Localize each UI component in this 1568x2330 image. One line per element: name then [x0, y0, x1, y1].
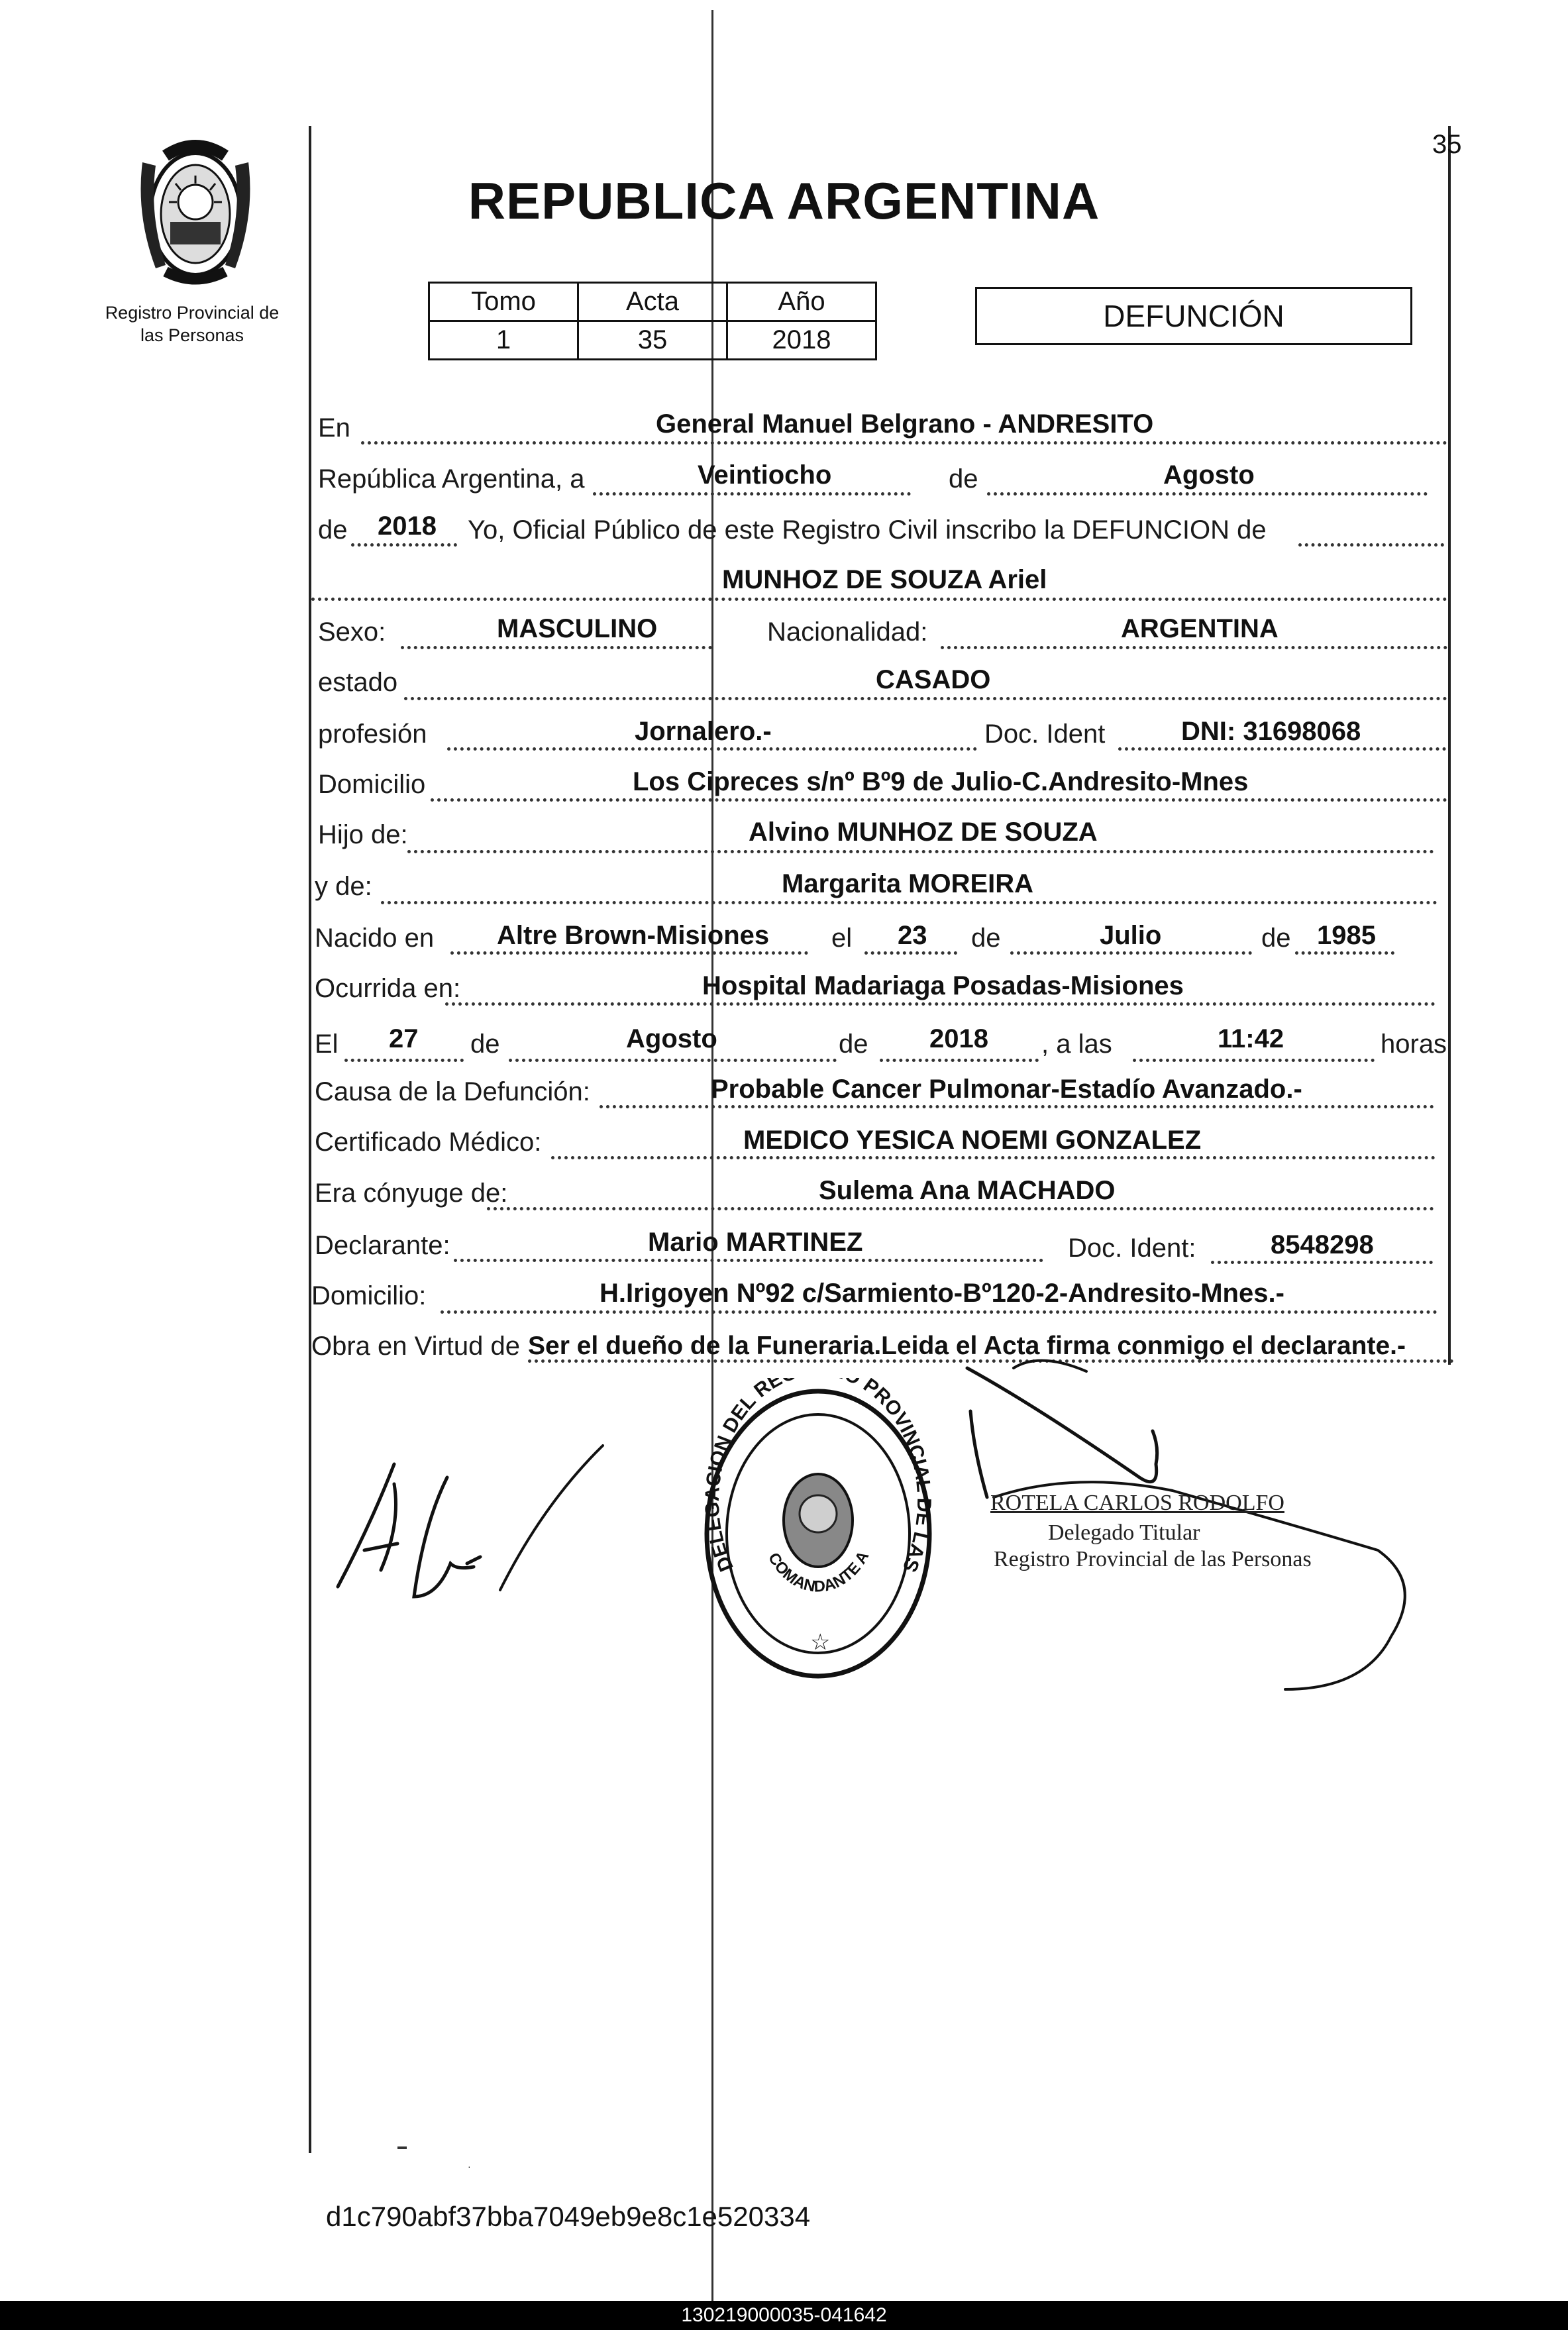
el2-label: El — [315, 1030, 339, 1059]
handwritten-signature-icon — [325, 1444, 636, 1623]
death-month-value: Agosto — [626, 1024, 717, 1053]
domicilio2-label: Domicilio: — [311, 1281, 427, 1310]
de-label-4: de — [1261, 924, 1291, 953]
official-signature — [954, 1332, 1431, 1703]
year-value: 2018 — [378, 511, 437, 541]
birth-year-value: 1985 — [1317, 921, 1376, 950]
acta-header: Acta — [578, 283, 727, 321]
tomo-value: 1 — [429, 321, 578, 360]
death-year-value: 2018 — [929, 1024, 988, 1053]
registry-line-1: Registro Provincial de — [105, 303, 280, 323]
conyuge-value: Sulema Ana MACHADO — [819, 1176, 1116, 1205]
mother-value: Margarita MOREIRA — [782, 869, 1034, 898]
hijo-dots — [407, 850, 1434, 853]
name-dots — [311, 598, 1447, 601]
conyuge-label: Era cónyuge de: — [315, 1179, 508, 1208]
certificado-label: Certificado Médico: — [315, 1128, 542, 1157]
month-dots — [987, 492, 1428, 496]
profesion-dots — [447, 747, 977, 751]
sexo-dots — [401, 646, 712, 649]
seal-inner-text: COMANDANTE A — [764, 1548, 873, 1596]
registry-line-2: las Personas — [140, 325, 244, 345]
registry-name — [86, 301, 298, 346]
nacido-place-dots — [450, 951, 808, 955]
doc-ident-label: Doc. Ident — [984, 719, 1106, 749]
doc-ident2-value: 8548298 — [1271, 1230, 1374, 1259]
republica-label: República Argentina, a — [318, 464, 585, 494]
nacido-place-value: Altre Brown-Misiones — [497, 921, 770, 950]
sexo-value: MASCULINO — [497, 614, 658, 643]
domicilio-value: Los Cipreces s/nº Bº9 de Julio-C.Andresito-Mnes — [633, 767, 1249, 796]
scan-mark — [397, 2146, 407, 2149]
death-time-dots — [1133, 1059, 1375, 1062]
el-label: el — [831, 924, 853, 953]
profesion-label: profesión — [318, 719, 427, 749]
horas-label: horas — [1381, 1030, 1447, 1059]
doc-ident2-dots — [1211, 1261, 1433, 1264]
seal-outer-text: DELEGACION DEL RE PROVINCIAL DE LAS — [701, 1378, 935, 1575]
birth-day-dots — [864, 951, 957, 955]
official-signature-stroke-icon — [954, 1332, 1431, 1703]
official-org: Registro Provincial de las Personas — [994, 1547, 1312, 1571]
causa-label: Causa de la Defunción: — [315, 1077, 590, 1106]
doc-ident-value: DNI: 31698068 — [1181, 717, 1361, 746]
nacionalidad-value: ARGENTINA — [1121, 614, 1279, 643]
document-hash: d1c790abf37bba7049eb9e8c1e520334 — [326, 2201, 811, 2232]
en-dots — [361, 441, 1447, 445]
en-value: General Manuel Belgrano - ANDRESITO — [656, 409, 1154, 439]
domicilio2-dots — [441, 1310, 1437, 1314]
scan-mark-2: · — [468, 2161, 471, 2172]
nacionalidad-label: Nacionalidad: — [767, 617, 928, 647]
domicilio2-value: H.Irigoyen Nº92 c/Sarmiento-Bº120-2-Andresito-Mnes.- — [600, 1279, 1284, 1308]
estado-dots — [404, 697, 1447, 700]
acta-value: 35 — [578, 321, 727, 360]
year-dots — [351, 543, 457, 547]
death-day-dots — [344, 1059, 464, 1062]
birth-month-dots — [1010, 951, 1252, 955]
alas-label: , a las — [1041, 1030, 1112, 1059]
deceased-name: MUNHOZ DE SOUZA Ariel — [722, 565, 1047, 594]
month-value: Agosto — [1163, 460, 1255, 490]
svg-text:☆: ☆ — [810, 1630, 831, 1655]
en-label: En — [318, 413, 350, 443]
certificado-value: MEDICO YESICA NOEMI GONZALEZ — [743, 1126, 1202, 1155]
birth-day-value: 23 — [898, 921, 927, 950]
death-month-dots — [509, 1059, 837, 1062]
registry-seal-icon — [692, 1378, 944, 1689]
causa-dots — [600, 1105, 1434, 1108]
domicilio-dots — [431, 798, 1447, 802]
obra-label: Obra en Virtud de — [311, 1332, 521, 1361]
official-seal — [692, 1378, 944, 1689]
de-label-5: de — [470, 1030, 500, 1059]
day-dots — [593, 492, 911, 496]
father-value: Alvino MUNHOZ DE SOUZA — [749, 818, 1098, 847]
conyuge-dots — [487, 1207, 1434, 1210]
yo-statement: Yo, Oficial Público de este Registro Civil inscribo la DEFUNCION de — [468, 515, 1267, 545]
profesion-value: Jornalero.- — [635, 717, 772, 746]
hijo-label: Hijo de: — [318, 820, 408, 849]
obra-value: Ser el dueño de la Funeraria.Leida el Acta firma conmigo el declarante.- — [528, 1332, 1406, 1360]
certificado-dots — [551, 1156, 1436, 1159]
declarant-signature — [325, 1444, 636, 1623]
yde-dots — [381, 901, 1437, 904]
birth-month-value: Julio — [1100, 921, 1162, 950]
yde-label: y de: — [315, 872, 372, 901]
official-name: ROTELA CARLOS RODOLFO — [990, 1491, 1284, 1515]
doc-ident2-label: Doc. Ident: — [1068, 1234, 1196, 1263]
death-time-value: 11:42 — [1218, 1024, 1284, 1053]
declarante-label: Declarante: — [315, 1231, 450, 1260]
death-year-dots — [880, 1059, 1039, 1062]
de-label-3: de — [971, 924, 1001, 953]
birth-year-dots — [1295, 951, 1394, 955]
de-label-6: de — [839, 1030, 868, 1059]
yo-dots — [1298, 543, 1444, 547]
right-frame-line — [1448, 126, 1451, 1365]
declarante-dots — [454, 1259, 1043, 1262]
ocurrida-label: Ocurrida en: — [315, 974, 461, 1003]
page-number: 35 — [1432, 130, 1462, 159]
page-title: REPUBLICA ARGENTINA — [468, 172, 1100, 230]
death-day-value: 27 — [389, 1024, 419, 1053]
ocurrida-value: Hospital Madariaga Posadas-Misiones — [702, 971, 1184, 1000]
de-label-1: de — [949, 464, 978, 494]
official-role: Delegado Titular — [1048, 1520, 1200, 1545]
record-table — [428, 282, 877, 360]
doc-ident-dots — [1118, 747, 1446, 751]
de-label-2: de — [318, 515, 348, 545]
declarante-value: Mario MARTINEZ — [648, 1228, 863, 1257]
ocurrida-dots — [445, 1002, 1436, 1006]
anio-value: 2018 — [727, 321, 876, 360]
nacido-label: Nacido en — [315, 924, 435, 953]
causa-value: Probable Cancer Pulmonar-Estadío Avanzado.- — [711, 1075, 1302, 1104]
nacionalidad-dots — [941, 646, 1447, 649]
anio-header: Año — [727, 283, 876, 321]
domicilio-label: Domicilio — [318, 770, 426, 799]
left-frame-line — [309, 126, 311, 2153]
day-value: Veintiocho — [698, 460, 832, 490]
estado-label: estado — [318, 668, 398, 697]
barcode-footer: 130219000035-041642 — [0, 2301, 1568, 2330]
tomo-header: Tomo — [429, 283, 578, 321]
sexo-label: Sexo: — [318, 617, 386, 647]
document-type-box: DEFUNCIÓN — [975, 287, 1412, 345]
estado-value: CASADO — [876, 665, 991, 694]
